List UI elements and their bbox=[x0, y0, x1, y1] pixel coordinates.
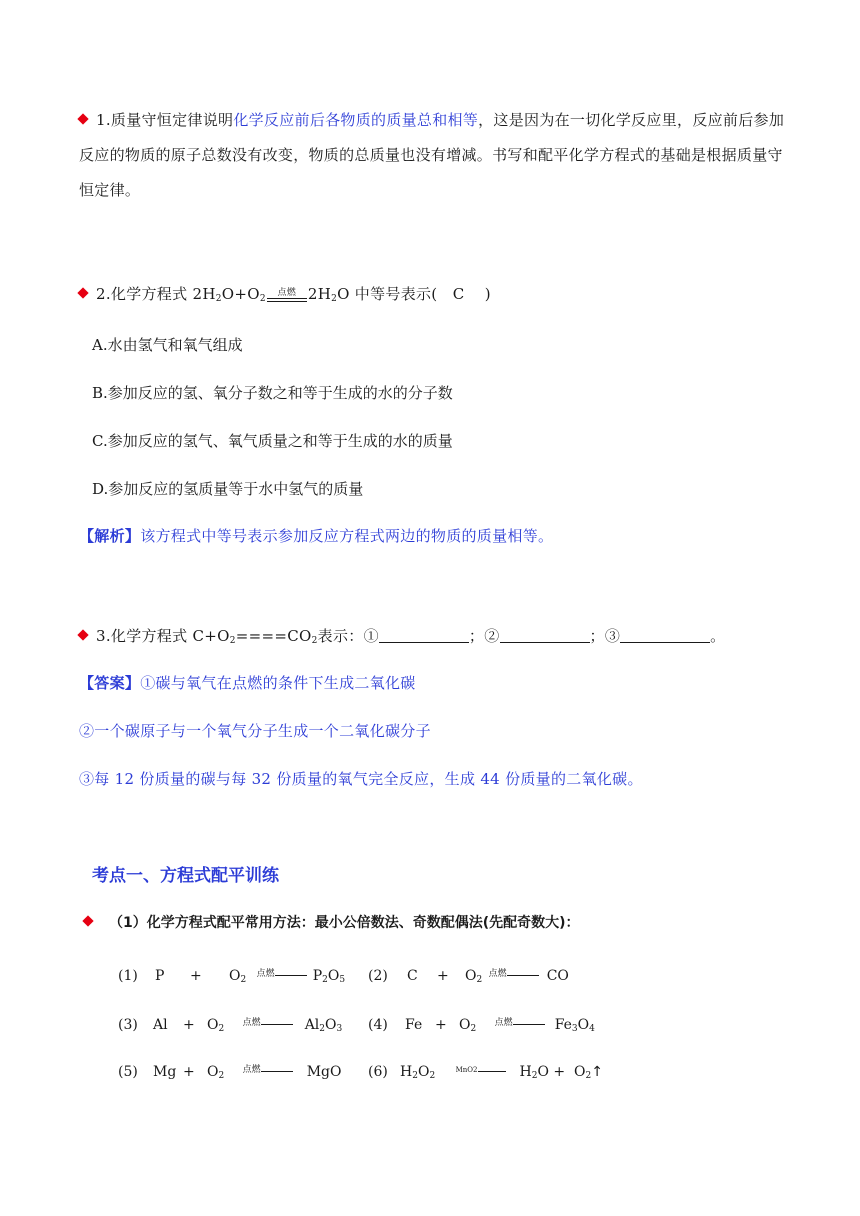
bullet-diamond-icon bbox=[77, 287, 88, 298]
reaction-6: (6) H2O2 MnO2 H2O + O2↑ bbox=[368, 1056, 603, 1088]
analysis-text: 该方程式中等号表示参加反应方程式两边的物质的质量相等。 bbox=[140, 527, 554, 545]
q2-option-b: B.参加反应的氢、氧分子数之和等于生成的水的分子数 bbox=[92, 384, 453, 402]
method-line: （1）化学方程式配平常用方法：最小公倍数法、奇数配偶法(先配奇数大)： bbox=[92, 912, 580, 932]
question-1 bbox=[79, 103, 787, 208]
q2-option-a: A.水由氢气和氧气组成 bbox=[92, 336, 243, 354]
q2-analysis bbox=[79, 519, 787, 554]
question-2: 2.化学方程式 $2H_2O+O_2$ 点燃 $2H_2O$ 中等号表示( C ) bbox=[79, 277, 787, 317]
q3-answer-2: ②一个碳原子与一个氧气分子生成一个二氧化碳分子 bbox=[79, 722, 431, 740]
q1-line3: 恒定律。 bbox=[79, 181, 141, 199]
q2-answer: C bbox=[452, 285, 465, 303]
reaction-2: (2) C + O2 点燃 CO bbox=[368, 968, 569, 985]
q2-prefix: 2.化学方程式 bbox=[96, 285, 193, 303]
reaction-4: (4) Fe + O2 点燃 Fe3O4 bbox=[368, 1017, 595, 1034]
analysis-label: 【解析】 bbox=[79, 527, 141, 545]
reaction-3: (3) Al + O2 点燃 Al2O3 bbox=[118, 1017, 343, 1034]
q2-equation: $2H_2O+O_2$ 点燃 $2H_2O$ bbox=[192, 285, 350, 304]
reaction-1: (1) P + O2 点燃 P2O5 bbox=[118, 968, 346, 985]
reaction-5: (5) Mg + O2 点燃 MgO bbox=[118, 1064, 342, 1081]
bullet-diamond-icon bbox=[77, 113, 88, 124]
q1-highlight: 化学反应前后各物质的质量总和相等 bbox=[233, 111, 479, 129]
q2-option-d: D.参加反应的氢质量等于水中氢气的质量 bbox=[92, 480, 364, 498]
blank-3[interactable] bbox=[620, 628, 710, 643]
bullet-diamond-icon bbox=[82, 915, 93, 926]
q3-answer-1: 【答案】①碳与氧气在点燃的条件下生成二氧化碳 bbox=[79, 674, 416, 692]
bullet-diamond-icon bbox=[77, 629, 88, 640]
blank-2[interactable] bbox=[500, 628, 590, 643]
q1-prefix: 1.质量守恒定律说明 bbox=[96, 111, 234, 129]
question-3: 3.化学方程式 $C+O_2====CO_2$表示：① ；② ；③ 。 bbox=[79, 619, 787, 659]
q3-answer-3: ③每 12 份质量的碳与每 32 份质量的氧气完全反应，生成 44 份质量的二氧化碳。 bbox=[79, 770, 643, 788]
q2-option-c: C.参加反应的氢气、氧气质量之和等于生成的水的质量 bbox=[92, 432, 453, 450]
q2-suffix: 中等号表示( bbox=[349, 285, 438, 303]
section-heading: 考点一、方程式配平训练 bbox=[92, 866, 279, 886]
q1-text: ，这是因为在一切化学反应里，反应前后参加 bbox=[478, 111, 785, 129]
gas-arrow-icon: ↑ bbox=[591, 1064, 603, 1080]
q1-line2: 反应的物质的原子总数没有改变，物质的总质量也没有增减。书写和配平化学方程式的基础是根据质量守 bbox=[79, 146, 783, 164]
blank-1[interactable] bbox=[379, 628, 469, 643]
answer-label: 【答案】 bbox=[79, 674, 141, 692]
